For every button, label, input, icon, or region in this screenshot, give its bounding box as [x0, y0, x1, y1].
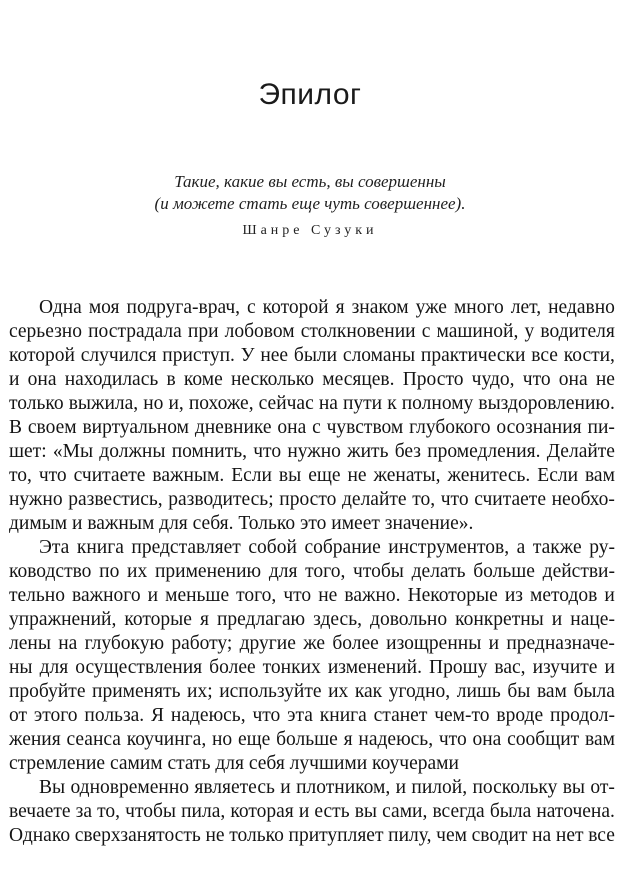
epigraph: [0, 171, 620, 215]
body-line: Эта книга представляет собой собрание инструментов, а также ру-: [39, 537, 615, 558]
body-line: В своем виртуальном дневнике она с чувством глубокого осознания пи-: [9, 417, 615, 438]
body-line: которой случился приступ. У нее были сломаны практически все кости,: [9, 345, 615, 366]
body-line: серьезно пострадала при лобовом столкновении с машиной, у водителя: [9, 321, 615, 342]
body-line: и она находилась в коме несколько месяцев. Просто чудо, что она не: [9, 369, 615, 390]
body-line: ны для осуществления более тонких изменений. Прошу вас, изучите и: [9, 657, 615, 678]
body-line: упражнений, которые я предлагаю здесь, довольно конкретны и наце-: [9, 609, 615, 630]
body-line: Однако сверхзанятость не только притупляет пилу, чем сводит на нет все: [9, 825, 615, 846]
body-line: от этого польза. Я надеюсь, что эта книга станет чем-то вроде продол-: [9, 705, 615, 726]
body-line: Вы одновременно являетесь и плотником, и пилой, поскольку вы от-: [39, 777, 615, 798]
body-line: ководство по их применению для того, чтобы делать больше действи-: [9, 561, 615, 582]
body-line: стремление самим стать для себя лучшими коучерами: [9, 753, 459, 774]
epigraph-line-1: Такие, какие вы есть, вы совершенны: [174, 172, 446, 191]
body-line: только выжила, но и, похоже, сейчас на пути к полному выздоровлению.: [9, 393, 615, 414]
body-line: жения сеанса коучинга, но еще больше я надеюсь, что она сообщит вам: [9, 729, 615, 750]
epigraph-author: Шанре Сузуки: [242, 223, 378, 238]
body-text: [0, 296, 620, 848]
body-line: пробуйте применять их; используйте их как угодно, лишь бы вам была: [9, 681, 615, 702]
chapter-title: Эпилог: [258, 78, 362, 111]
epigraph-line-2: (и можете стать еще чуть совершеннее).: [154, 194, 466, 213]
body-line: вечаете за то, чтобы пила, которая и есть вы сами, всегда была наточена.: [9, 801, 615, 822]
body-line: димым и важным для себя. Только это имеет значение».: [9, 513, 474, 534]
body-line: лены на глубокую работу; другие же более изощренны и предназначе-: [9, 633, 615, 654]
body-line: тельно важного и меньше того, что не важно. Некоторые из методов и: [9, 585, 615, 606]
body-line: Одна моя подруга-врач, с которой я знаком уже много лет, недавно: [39, 297, 615, 318]
body-line: шет: «Мы должны помнить, что нужно жить без промедления. Делайте: [9, 441, 615, 462]
body-line: нужно развестись, разводитесь; просто делайте то, что считаете необхо-: [9, 489, 615, 510]
body-line: то, что считаете важным. Если вы еще не женаты, женитесь. Если вам: [9, 465, 615, 486]
